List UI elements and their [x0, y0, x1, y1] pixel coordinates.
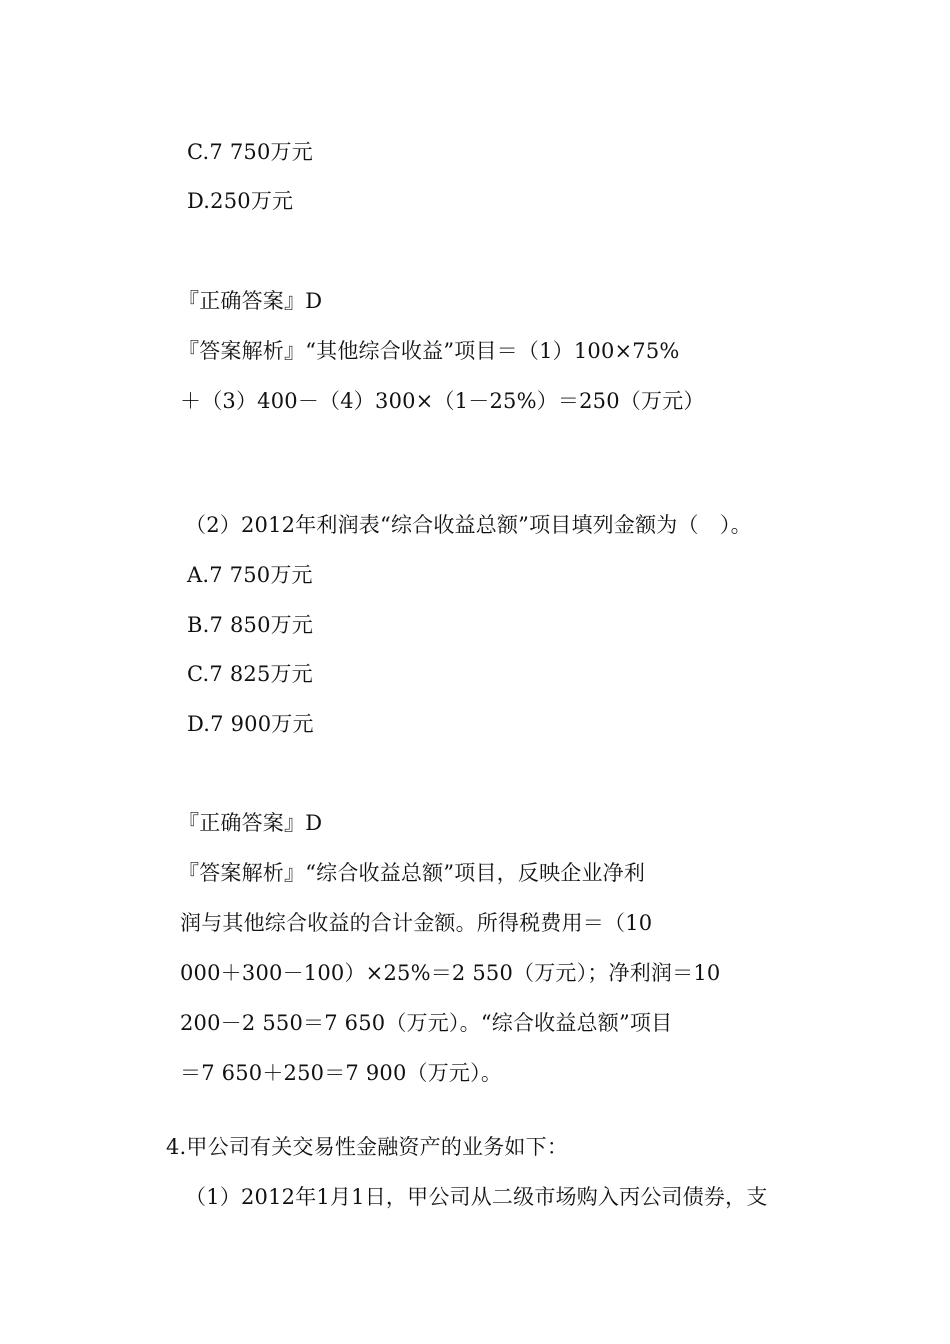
q4-item-1: （1）2012年1月1日，甲公司从二级市场购入丙公司债券，支: [185, 1185, 768, 1209]
q2-correct-answer: 『正确答案』D: [178, 811, 323, 835]
q2-stem: （2）2012年利润表“综合收益总额”项目填列金额为（ ）。: [185, 513, 752, 537]
q2-analysis-line-5: ＝7 650＋250＝7 900（万元）。: [180, 1061, 503, 1085]
q1-option-d: D.250万元: [187, 189, 294, 213]
q2-analysis-line-2: 润与其他综合收益的合计金额。所得税费用＝（10: [180, 911, 653, 935]
q2-option-d: D.7 900万元: [187, 712, 314, 736]
q2-option-b: B.7 850万元: [187, 613, 314, 637]
q1-analysis-line-1: 『答案解析』“其他综合收益”项目＝（1）100×75%: [178, 339, 680, 363]
q2-option-a: A.7 750万元: [187, 563, 313, 587]
q2-analysis-line-3: 000＋300－100）×25%＝2 550（万元）；净利润＝10: [180, 961, 721, 985]
q1-analysis-line-2: ＋（3）400－（4）300×（1－25%）＝250（万元）: [180, 389, 705, 413]
q1-correct-answer: 『正确答案』D: [178, 289, 323, 313]
q4-title: 4.甲公司有关交易性金融资产的业务如下：: [166, 1135, 569, 1159]
q2-analysis-line-4: 200－2 550＝7 650（万元）。“综合收益总额”项目: [180, 1011, 673, 1035]
q1-option-c: C.7 750万元: [187, 140, 313, 164]
q2-analysis-line-1: 『答案解析』“综合收益总额”项目，反映企业净利: [178, 861, 646, 885]
q2-option-c: C.7 825万元: [187, 662, 313, 686]
